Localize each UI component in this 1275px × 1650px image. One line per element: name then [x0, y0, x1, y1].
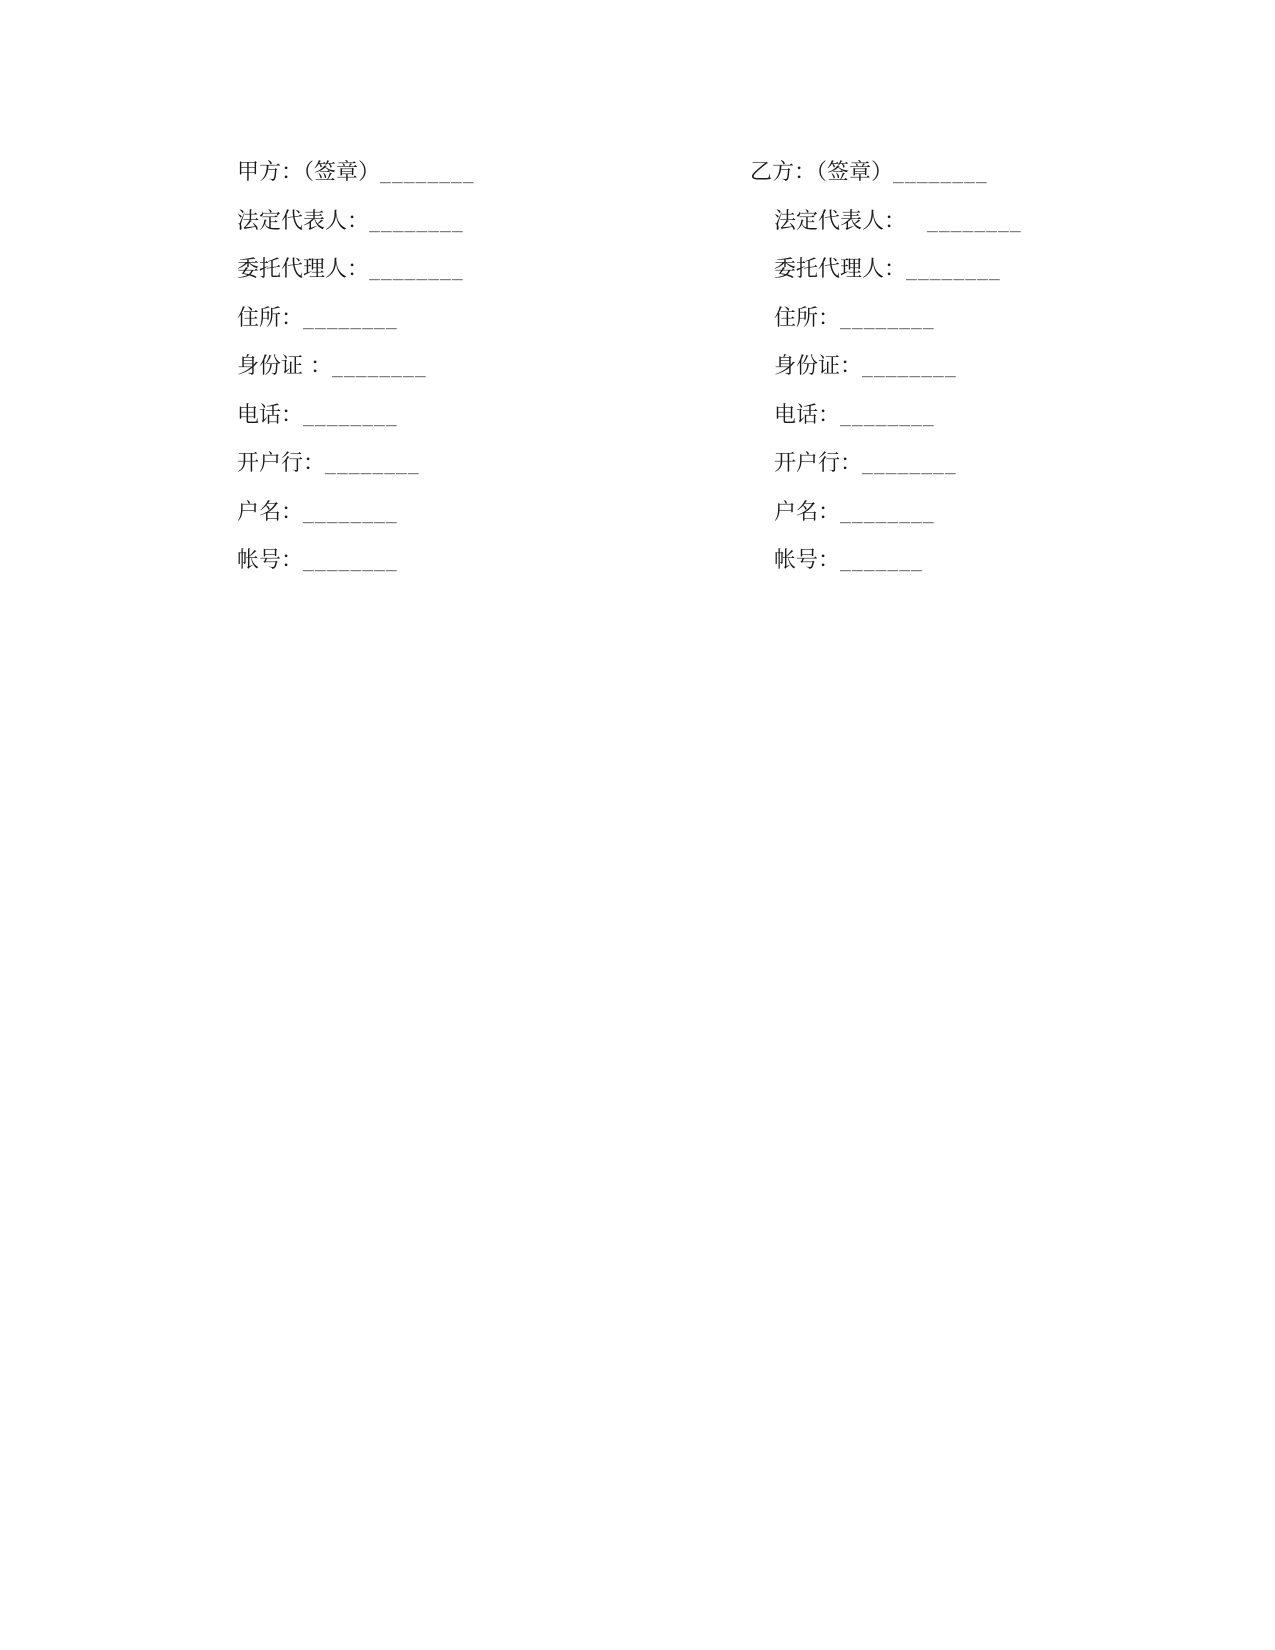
party-b-agent-line: [750, 255, 1022, 304]
party-b-legal-rep-line: [750, 207, 1022, 256]
party-b-account-name-line: [750, 498, 1022, 547]
party-b-bank-blank: ________: [862, 454, 957, 475]
party-a-phone-label: 电话：: [237, 402, 304, 428]
party-b-signature-line: [750, 158, 1022, 207]
party-a-agent-label: 委托代理人：: [237, 257, 370, 282]
party-a-legal-rep-label: 法定代表人：: [237, 208, 370, 234]
party-a-id-card-label: 身份证 ：: [237, 354, 332, 379]
party-b-bank-label: 开户行：: [774, 451, 863, 476]
party-a-signature-block: [237, 158, 475, 595]
party-b-account-name-blank: ________: [840, 502, 935, 524]
party-a-legal-rep-line: [237, 207, 475, 256]
party-a-bank-blank: ________: [325, 454, 420, 475]
party-a-account-name-label: 户名：: [237, 499, 304, 525]
party-b-legal-rep-label: 法定代表人：: [774, 208, 907, 234]
party-b-bank-line: [750, 449, 1022, 498]
party-a-id-card-line: [237, 352, 475, 401]
party-b-signature-block: [750, 158, 1022, 595]
party-a-phone-blank: ________: [303, 405, 398, 427]
party-b-address-line: [750, 304, 1022, 353]
party-b-account-number-line: [750, 546, 1022, 595]
party-a-signature-label: 甲方：（签章）: [237, 160, 381, 185]
party-b-legal-rep-blank: ________: [927, 211, 1022, 233]
party-b-id-card-label: 身份证：: [774, 354, 863, 379]
party-a-legal-rep-blank: ________: [369, 211, 464, 233]
party-a-account-number-line: [237, 546, 475, 595]
party-b-id-card-line: [750, 352, 1022, 401]
party-b-account-name-label: 户名：: [774, 499, 841, 525]
party-b-address-blank: ________: [840, 308, 935, 330]
party-a-signature-blank: ________: [380, 163, 475, 184]
party-a-phone-line: [237, 401, 475, 450]
party-b-phone-blank: ________: [840, 405, 935, 427]
party-b-account-number-label: 帐号：: [774, 548, 841, 573]
party-a-id-card-blank: ________: [332, 357, 427, 378]
party-b-signature-label: 乙方：（签章）: [750, 160, 894, 185]
party-b-agent-label: 委托代理人：: [774, 257, 907, 282]
party-a-signature-line: [237, 158, 475, 207]
party-b-phone-label: 电话：: [774, 402, 841, 428]
party-a-address-label: 住所：: [237, 305, 304, 331]
party-a-agent-blank: ________: [369, 260, 464, 281]
party-b-address-label: 住所：: [774, 305, 841, 331]
party-a-agent-line: [237, 255, 475, 304]
party-a-account-number-blank: ________: [303, 551, 398, 572]
party-a-address-line: [237, 304, 475, 353]
party-a-account-name-line: [237, 498, 475, 547]
party-a-account-number-label: 帐号：: [237, 548, 304, 573]
party-a-account-name-blank: ________: [303, 502, 398, 524]
party-b-phone-line: [750, 401, 1022, 450]
party-b-id-card-blank: ________: [862, 357, 957, 378]
party-b-signature-blank: ________: [893, 163, 988, 184]
party-a-address-blank: ________: [303, 308, 398, 330]
party-b-account-number-blank: _______: [840, 551, 923, 572]
party-a-bank-line: [237, 449, 475, 498]
party-b-agent-blank: ________: [906, 260, 1001, 281]
party-a-bank-label: 开户行：: [237, 451, 326, 476]
